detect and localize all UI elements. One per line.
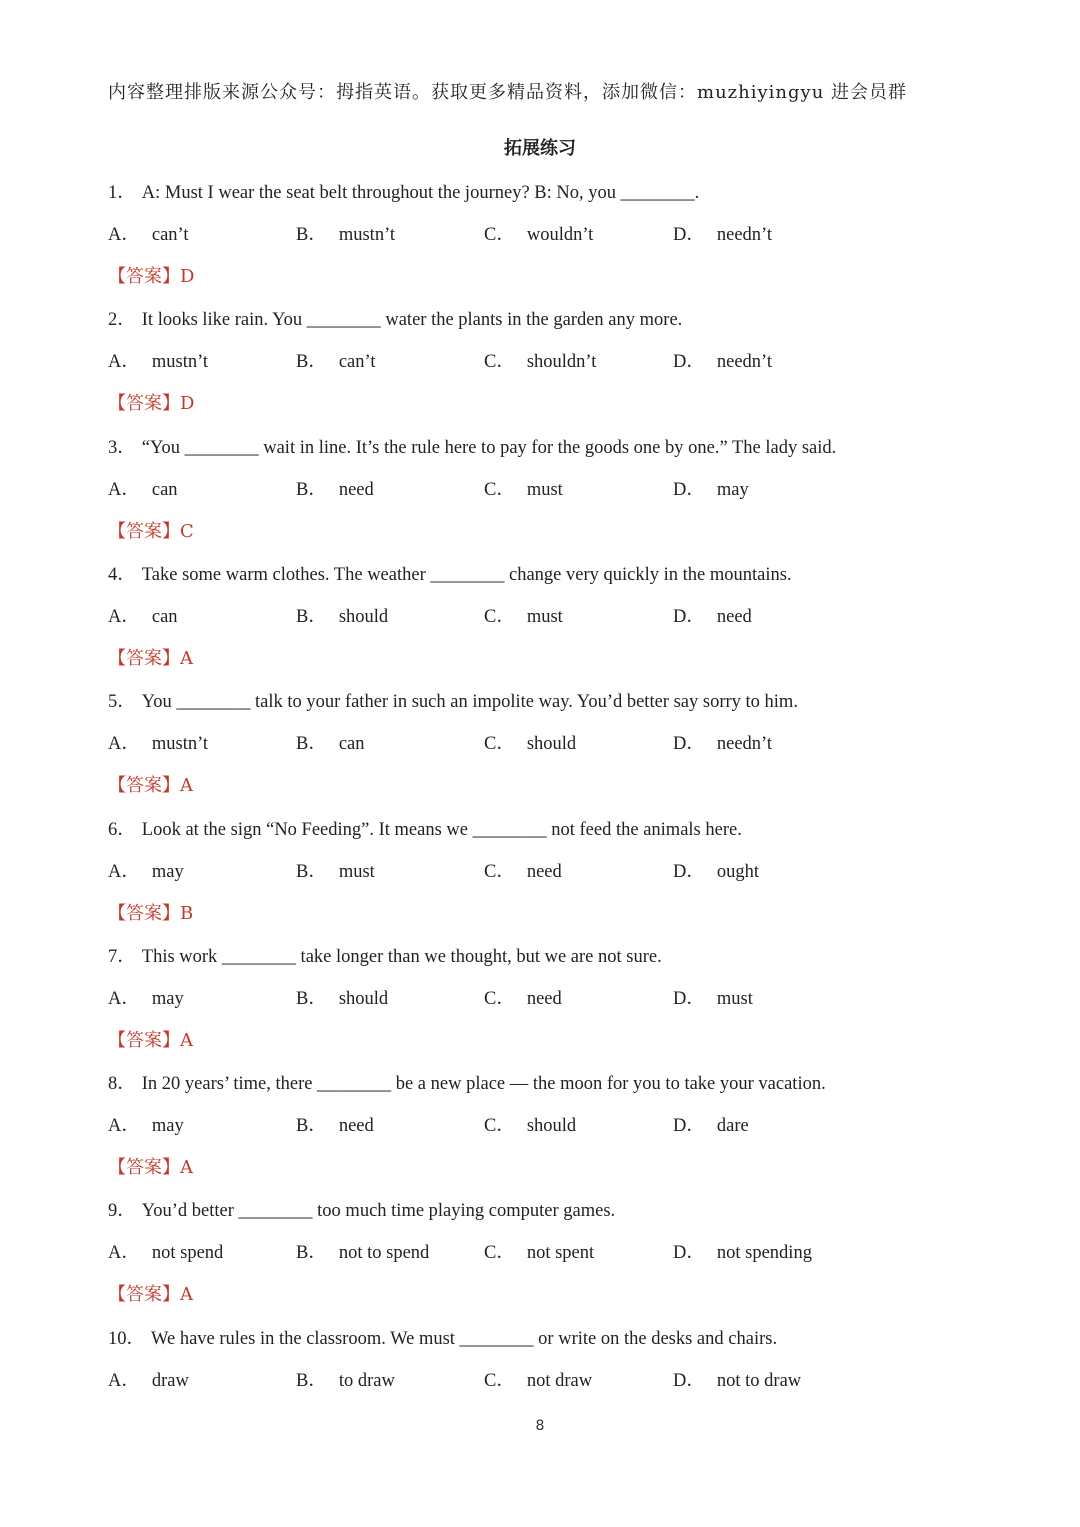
option-c [484, 1366, 592, 1392]
option-a [108, 1238, 223, 1264]
option-text: ought [716, 861, 760, 882]
option-text: can [151, 606, 178, 627]
answer-key: 【答案】A [108, 1157, 193, 1179]
option-a [108, 220, 189, 246]
option-text: can’t [151, 225, 189, 245]
option-letter: B． [296, 1370, 327, 1391]
question-number: 8． [108, 1074, 136, 1095]
option-text: need [716, 606, 752, 627]
option-d [673, 347, 772, 373]
answer-options [108, 602, 868, 626]
question-stem: A: Must I wear the seat belt throughout the journey? B: No, you ________. [141, 183, 700, 203]
option-b [296, 1238, 429, 1264]
option-c [484, 857, 562, 883]
option-b [296, 857, 375, 883]
option-letter: A． [108, 606, 140, 627]
option-text: may [716, 479, 749, 500]
option-letter: D． [673, 861, 705, 882]
option-text: need [338, 1116, 374, 1137]
question-stem: We have rules in the classroom. We must ________ or write on the desks and chairs. [151, 1328, 778, 1349]
option-a [108, 729, 208, 755]
option-letter: C． [484, 734, 515, 755]
option-letter: A． [108, 861, 140, 882]
answer-options [108, 347, 868, 371]
option-text: wouldn’t [526, 225, 594, 245]
option-text: needn’t [716, 734, 773, 755]
option-text: may [151, 988, 184, 1009]
option-d [673, 220, 772, 246]
question-number: 3． [108, 437, 136, 458]
option-d [673, 602, 752, 628]
question-text [108, 1196, 615, 1222]
option-text: not to draw [716, 1370, 802, 1391]
answer-key: 【答案】B [108, 902, 194, 924]
option-b [296, 347, 375, 373]
question-number: 1． [108, 183, 136, 203]
question-text [108, 1069, 826, 1095]
option-d [673, 729, 772, 755]
option-letter: D． [673, 225, 705, 245]
option-b [296, 1366, 395, 1392]
option-b [296, 729, 365, 755]
option-letter: A． [108, 734, 140, 755]
option-text: must [338, 861, 375, 882]
option-text: not spent [526, 1243, 595, 1264]
option-letter: A． [108, 352, 140, 373]
question-stem: Take some warm clothes. The weather ________ change very quickly in the mountains. [141, 564, 792, 585]
option-d [673, 984, 753, 1010]
answer-options [108, 1111, 868, 1135]
option-letter: A． [108, 225, 140, 245]
question-stem: You ________ talk to your father in such an impolite way. You’d better say sorry to him. [141, 692, 798, 713]
option-letter: B． [296, 606, 327, 627]
header-note: 内容整理排版来源公众号：拇指英语。获取更多精品资料，添加微信：muzhiyingyu 进会员群 [108, 82, 908, 103]
option-c [484, 1111, 576, 1137]
option-text: must [526, 479, 563, 500]
option-text: must [716, 988, 753, 1009]
option-a [108, 347, 208, 373]
option-letter: B． [296, 861, 327, 882]
option-a [108, 602, 178, 628]
question-text [108, 305, 682, 331]
answer-options [108, 1238, 868, 1262]
option-letter: D． [673, 988, 705, 1009]
option-c [484, 347, 596, 373]
option-text: need [338, 479, 374, 500]
question-number: 7． [108, 946, 136, 967]
option-letter: C． [484, 1370, 515, 1391]
answer-key: 【答案】C [108, 520, 194, 542]
answer-key: 【答案】A [108, 1029, 193, 1051]
question-number: 9． [108, 1201, 136, 1222]
option-text: not spending [716, 1243, 812, 1264]
option-text: mustn’t [338, 225, 396, 245]
option-letter: C． [484, 861, 515, 882]
option-letter: B． [296, 1116, 327, 1137]
option-b [296, 220, 395, 246]
option-text: need [526, 861, 562, 882]
question-number: 4． [108, 564, 136, 585]
answer-options [108, 220, 868, 244]
answer-options [108, 857, 868, 881]
answer-key: 【答案】D [108, 393, 195, 415]
option-d [673, 1111, 749, 1137]
option-text: can [338, 734, 365, 755]
option-b [296, 1111, 374, 1137]
option-letter: D． [673, 352, 705, 373]
option-letter: C． [484, 479, 515, 500]
option-text: may [151, 861, 184, 882]
option-letter: C． [484, 1116, 515, 1137]
question-stem: Look at the sign “No Feeding”. It means we ________ not feed the animals here. [141, 819, 742, 840]
option-text: needn’t [716, 352, 773, 373]
option-letter: B． [296, 479, 327, 500]
option-a [108, 1366, 189, 1392]
option-text: can’t [338, 352, 376, 373]
answer-key: 【答案】D [108, 266, 195, 287]
option-letter: B． [296, 352, 327, 373]
option-text: needn’t [716, 225, 773, 245]
option-text: mustn’t [151, 352, 209, 373]
option-letter: B． [296, 1243, 327, 1264]
question-text [108, 433, 836, 459]
option-text: may [151, 1116, 184, 1137]
option-text: should [526, 1116, 577, 1137]
option-text: to draw [338, 1370, 395, 1391]
option-a [108, 475, 178, 501]
answer-options [108, 1366, 868, 1390]
option-text: not to spend [338, 1243, 430, 1264]
option-c [484, 602, 563, 628]
option-letter: A． [108, 1243, 140, 1264]
question-text [108, 560, 792, 586]
option-letter: C． [484, 1243, 515, 1264]
question-number: 6． [108, 819, 136, 840]
page-number: 8 [535, 1418, 545, 1434]
option-letter: C． [484, 606, 515, 627]
option-text: not spend [151, 1243, 224, 1264]
option-b [296, 475, 374, 501]
section-title: 拓展练习 [504, 138, 576, 159]
option-d [673, 857, 759, 883]
question-stem: You’d better ________ too much time playing computer games. [141, 1201, 616, 1222]
option-letter: B． [296, 225, 327, 245]
option-d [673, 475, 749, 501]
option-c [484, 1238, 594, 1264]
option-c [484, 729, 576, 755]
question-text [108, 687, 798, 713]
answer-options [108, 729, 868, 753]
answer-key: 【答案】A [108, 1284, 193, 1306]
question-stem: This work ________ take longer than we thought, but we are not sure. [141, 946, 662, 967]
option-letter: B． [296, 988, 327, 1009]
option-letter: D． [673, 479, 705, 500]
option-c [484, 220, 593, 246]
question-number: 2． [108, 310, 136, 331]
option-letter: D． [673, 1243, 705, 1264]
option-b [296, 602, 388, 628]
answer-key: 【答案】A [108, 775, 193, 797]
option-letter: C． [484, 225, 515, 245]
option-letter: A． [108, 1116, 140, 1137]
option-text: dare [716, 1116, 749, 1137]
option-d [673, 1238, 812, 1264]
option-text: should [338, 606, 389, 627]
question-text [108, 1324, 777, 1350]
option-letter: C． [484, 988, 515, 1009]
option-a [108, 984, 184, 1010]
option-letter: B． [296, 734, 327, 755]
option-text: shouldn’t [526, 352, 597, 373]
option-a [108, 857, 184, 883]
option-text: draw [151, 1370, 189, 1391]
question-text [108, 815, 742, 841]
option-letter: D． [673, 734, 705, 755]
option-text: can [151, 479, 178, 500]
option-letter: A． [108, 1370, 140, 1391]
answer-options [108, 475, 868, 499]
option-text: should [338, 988, 389, 1009]
option-letter: C． [484, 352, 515, 373]
question-text [108, 178, 699, 204]
question-stem: It looks like rain. You ________ water the plants in the garden any more. [141, 310, 683, 331]
option-d [673, 1366, 801, 1392]
answer-options [108, 984, 868, 1008]
option-letter: A． [108, 988, 140, 1009]
option-text: not draw [526, 1370, 593, 1391]
option-b [296, 984, 388, 1010]
option-text: need [526, 988, 562, 1009]
question-stem: In 20 years’ time, there ________ be a new place — the moon for you to take your vacation. [141, 1074, 826, 1095]
option-letter: A． [108, 479, 140, 500]
question-number: 5． [108, 692, 136, 713]
option-letter: D． [673, 1370, 705, 1391]
question-number: 10． [108, 1328, 146, 1349]
question-stem: “You ________ wait in line. It’s the rule here to pay for the goods one by one.” The lady said. [141, 437, 837, 458]
option-a [108, 1111, 184, 1137]
option-text: should [526, 734, 577, 755]
option-letter: D． [673, 606, 705, 627]
option-text: mustn’t [151, 734, 209, 755]
option-c [484, 475, 563, 501]
option-letter: D． [673, 1116, 705, 1137]
answer-key: 【答案】A [108, 647, 193, 669]
option-text: must [526, 606, 563, 627]
option-c [484, 984, 562, 1010]
question-text [108, 942, 662, 968]
